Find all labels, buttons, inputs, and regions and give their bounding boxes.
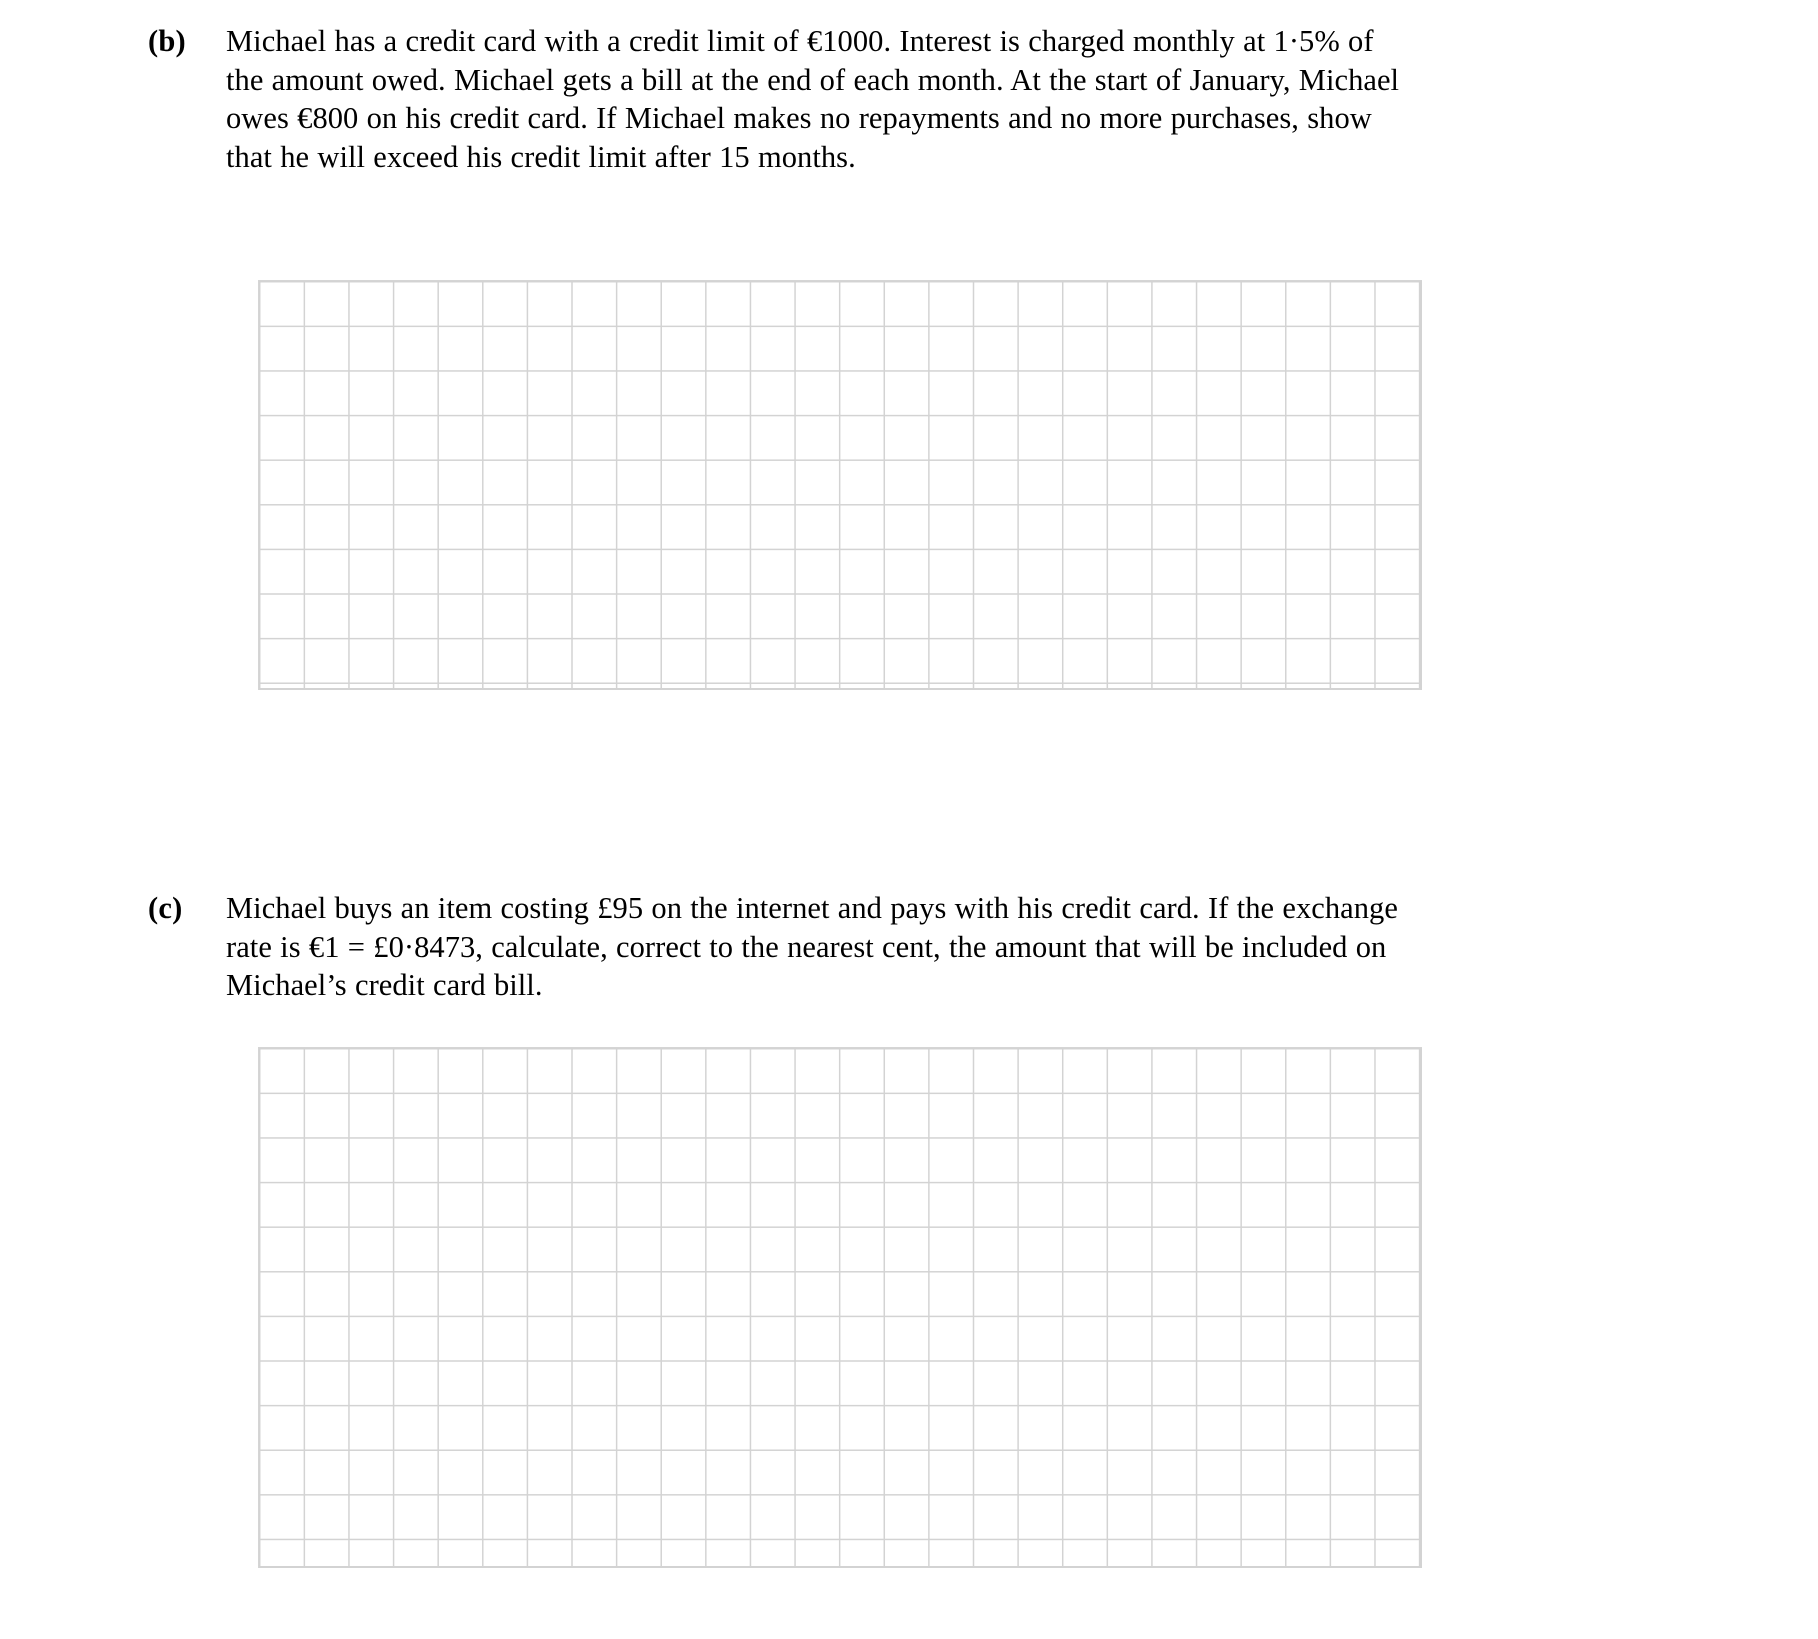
grid-bottom-edge	[259, 1566, 1422, 1568]
grid-lines	[259, 281, 1422, 690]
question-part-b	[148, 22, 1418, 176]
grid-lines	[259, 1048, 1422, 1568]
part-b-text: Michael has a credit card with a credit limit of €1000. Interest is charged monthly at 1·5% of the amount owed. Michael gets a bill at the end of each month. At the start of January, Michael owes €800 on his credit card. If Michael makes no repayments and no more purchases, show that he will exceed his credit limit after 15 months.	[226, 24, 1400, 174]
question-part-c	[148, 889, 1423, 1005]
grid-bottom-edge	[259, 688, 1422, 690]
answer-grid-part-c[interactable]	[258, 1047, 1422, 1568]
part-c-label: (c)	[148, 891, 183, 925]
grid-right-edge	[1420, 281, 1422, 690]
part-c-text: Michael buys an item costing £95 on the internet and pays with his credit card. If the exchange rate is €1 = £0·8473, calculate, correct to the nearest cent, the amount that will be included on Michael’s credit card bill.	[226, 891, 1398, 1003]
part-b-label: (b)	[148, 24, 186, 58]
answer-grid-part-b[interactable]	[258, 280, 1422, 690]
grid-right-edge	[1420, 1048, 1422, 1568]
